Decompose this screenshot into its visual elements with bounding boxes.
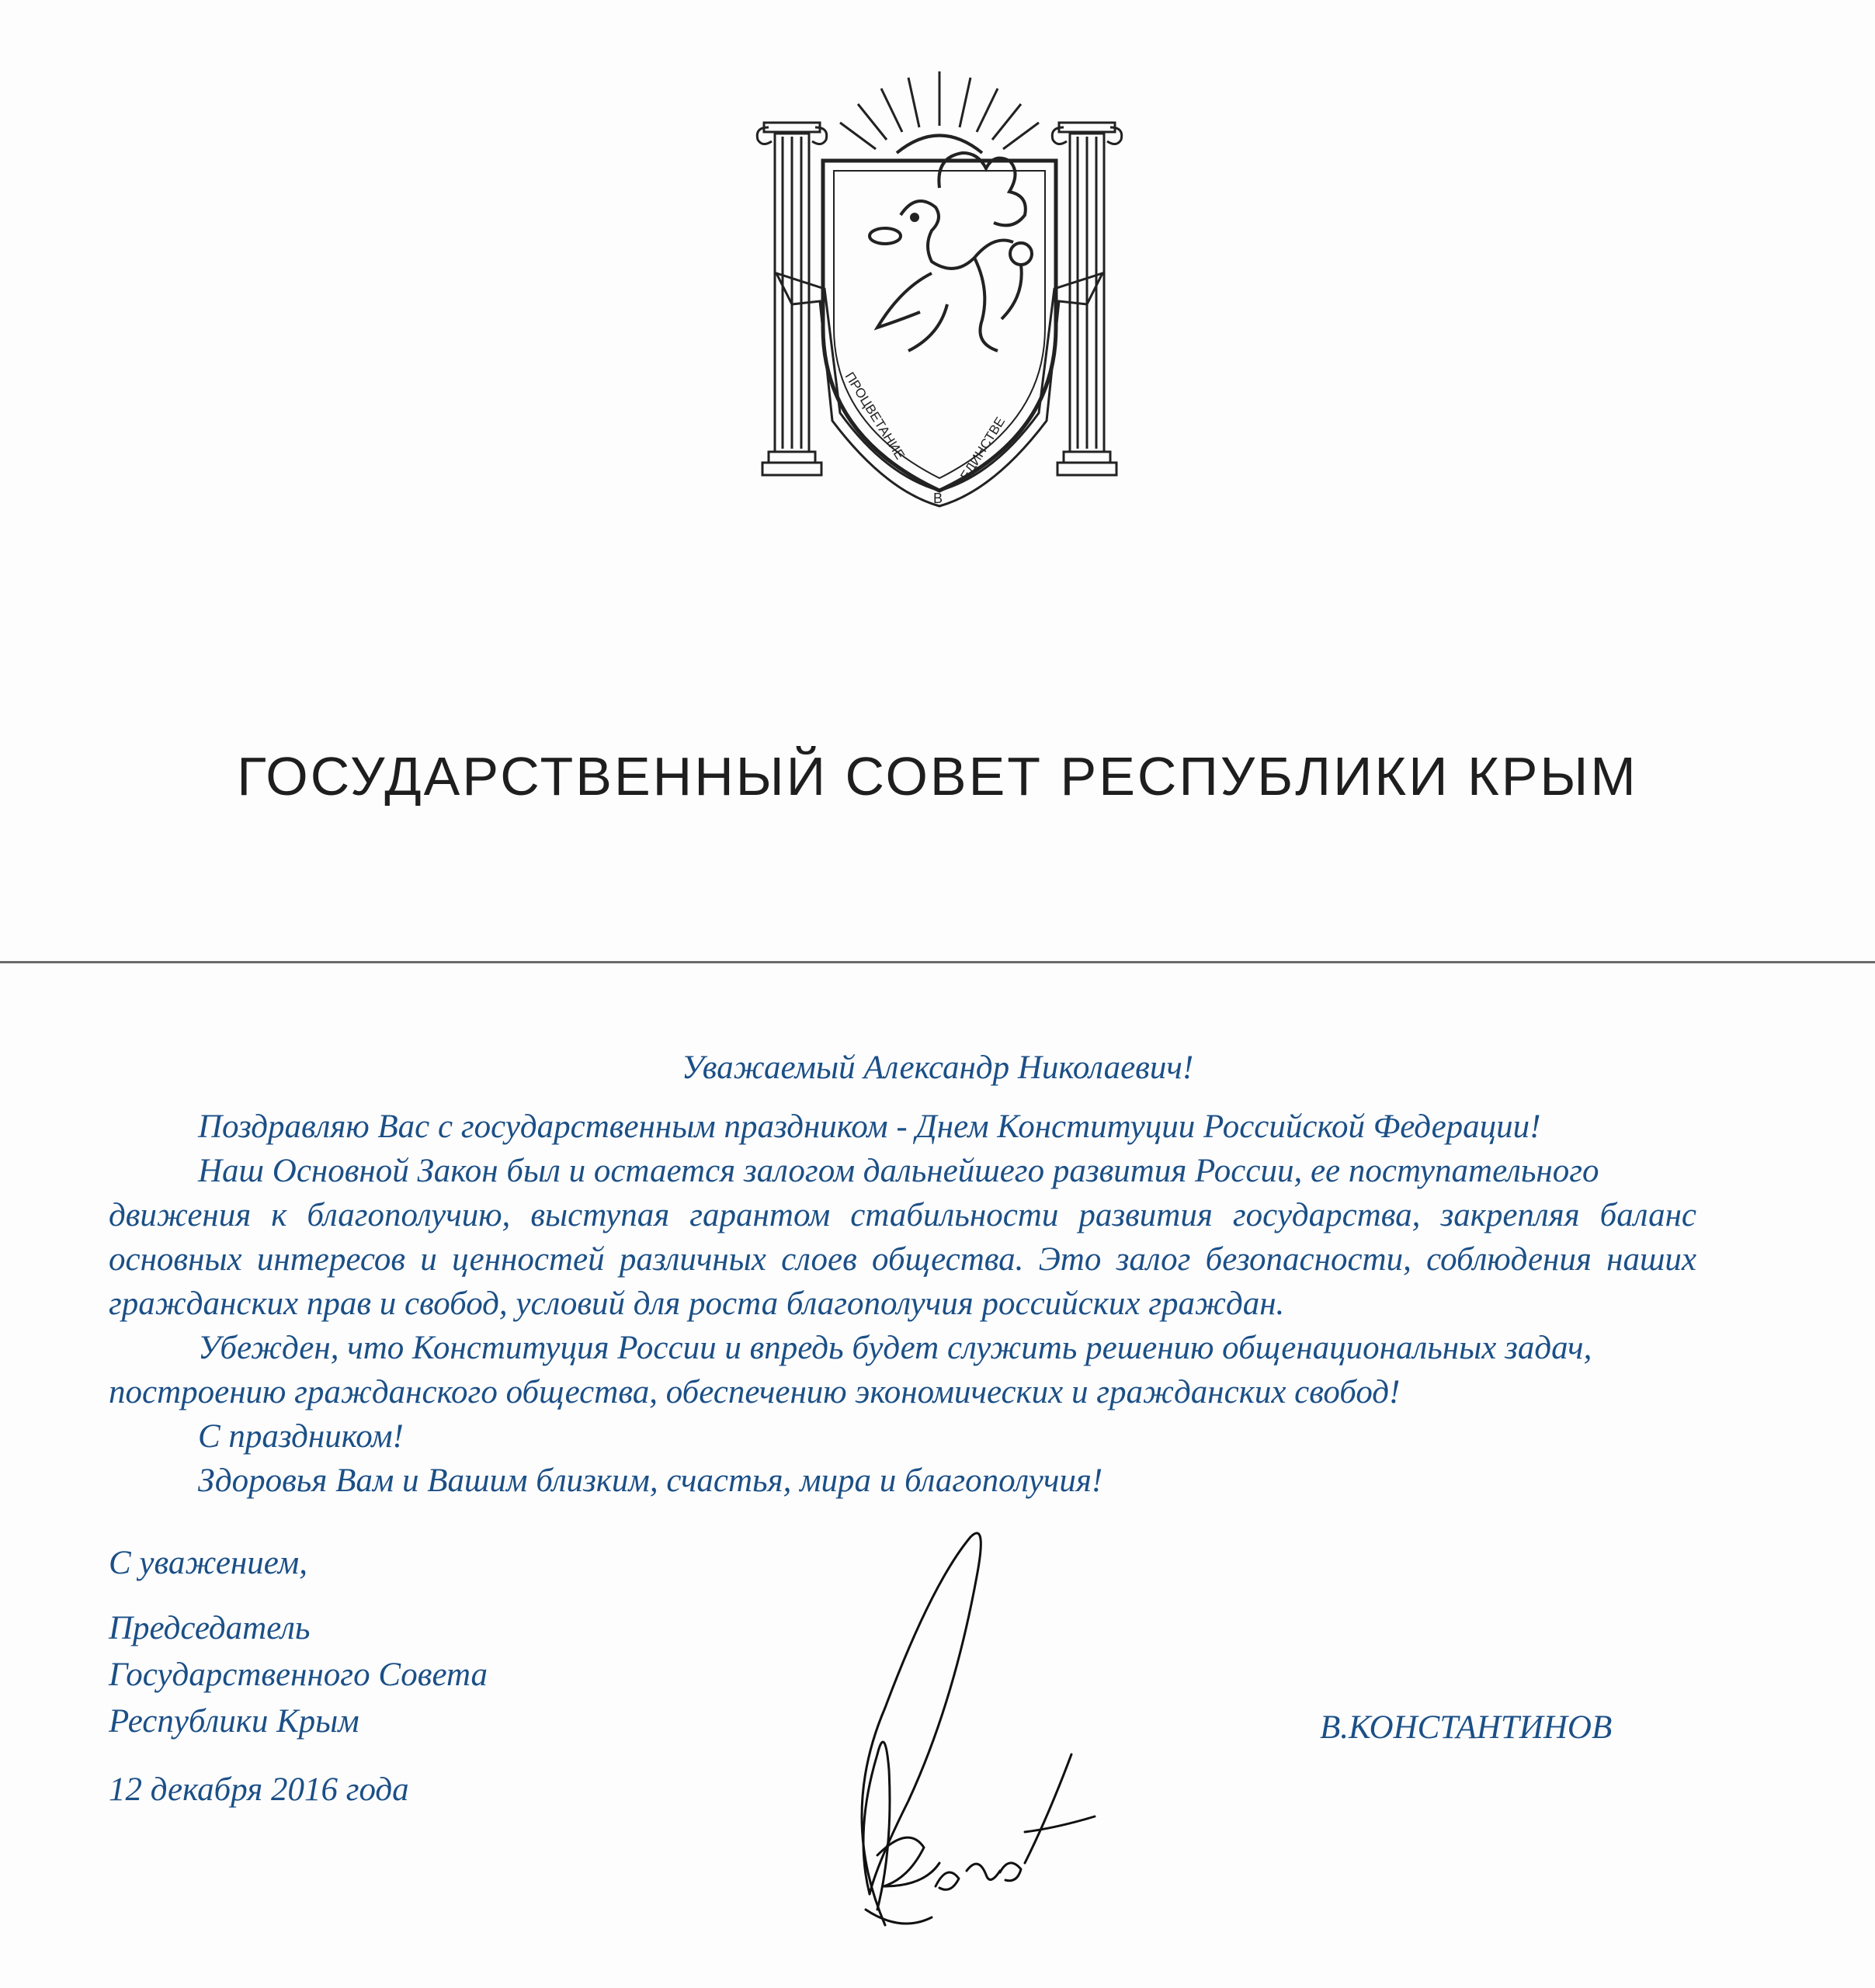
body-line: С праздником!: [198, 1418, 404, 1455]
motto-ribbon-icon: [776, 273, 1102, 506]
motto-right-text: ЕДИНСТВЕ: [957, 414, 1009, 484]
signatory-name: В.КОНСТАНТИНОВ: [1320, 1709, 1613, 1746]
council-title: ГОСУДАРСТВЕННЫЙ СОВЕТ РЕСПУБЛИКИ КРЫМ: [237, 746, 1638, 807]
body-line: основных интересов и ценностей различных слоев общества. Это залог безопасности, соблюдения наших: [109, 1241, 1696, 1278]
sun-rays-icon: [840, 71, 1039, 153]
body-line: гражданских прав и свобод, условий для роста благополучия российских граждан.: [109, 1285, 1285, 1322]
body-line: Убежден, что Конституция России и впредь будет служить решению общенациональных задач,: [198, 1330, 1592, 1366]
right-column-icon: [1052, 123, 1121, 475]
body-line: Здоровья Вам и Вашим близким, счастья, мира и благополучия!: [198, 1462, 1103, 1499]
position-line: Государственного Совета: [109, 1657, 488, 1693]
griffin-icon: [870, 153, 1032, 351]
fold-divider: [0, 961, 1875, 963]
closing-text: С уважением,: [109, 1545, 307, 1581]
position-line: Председатель: [109, 1610, 311, 1646]
handwritten-signature: [792, 1521, 1118, 1956]
letter-date: 12 декабря 2016 года: [109, 1771, 409, 1808]
motto-center-text: В: [933, 491, 943, 506]
letter-greeting: Уважаемый Александр Николаевич!: [681, 1050, 1194, 1086]
body-line: Поздравляю Вас с государственным праздником - Днем Конституции Российской Федерации!: [198, 1108, 1541, 1145]
motto-left-text: ПРОЦВЕТАНИЕ: [842, 369, 908, 463]
coat-of-arms-emblem: [753, 71, 1126, 522]
position-line: Республики Крым: [109, 1703, 359, 1740]
body-line: Наш Основной Закон был и остается залогом дальнейшего развития России, ее поступательного: [198, 1153, 1599, 1189]
body-line: движения к благополучию, выступая гарантом стабильности развития государства, закрепляя баланс: [109, 1197, 1696, 1233]
body-paragraph: [109, 1110, 1696, 1508]
left-column-icon: [757, 123, 826, 475]
signer-position: [109, 1612, 488, 1751]
body-line: построению гражданского общества, обеспечению экономических и гражданских свобод!: [109, 1374, 1401, 1410]
